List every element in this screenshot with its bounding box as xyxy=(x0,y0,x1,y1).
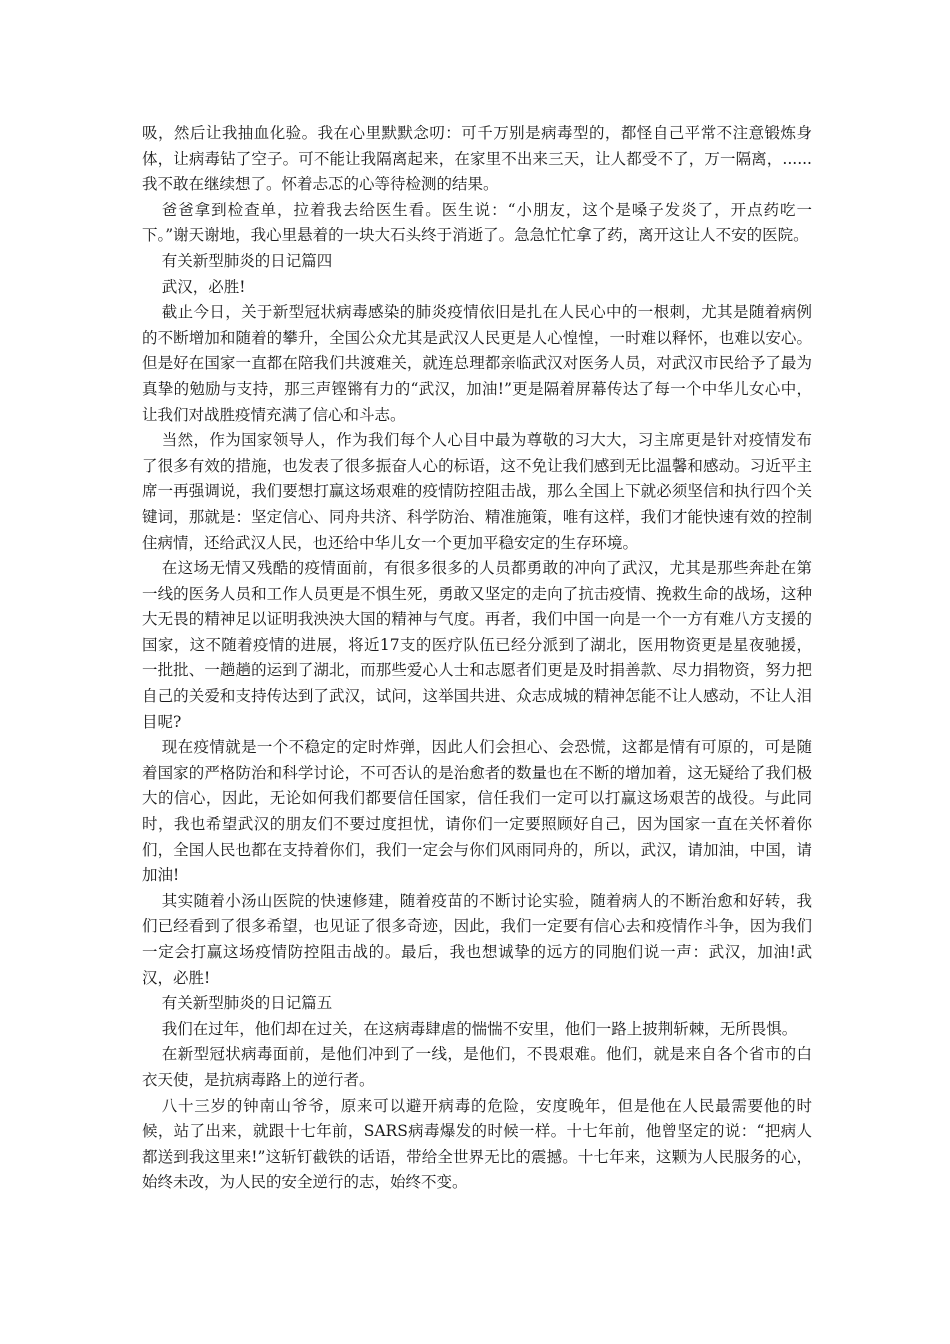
section-heading-diary-four: 有关新型肺炎的日记篇四 xyxy=(161,251,333,270)
section-heading-diary-five: 有关新型肺炎的日记篇五 xyxy=(161,994,333,1013)
paragraph-continuation: 吸，然后让我抽血化验。我在心里默默念叨：可千万别是病毒型的，都怪自己平常不注意锻炼身体，让病毒钻了空子。可不能让我隔离起来，在家里不出来三天，让人都受不了，万一隔离，......我不敢在继续想了。怀着忐忑的心等待检测的结果。 xyxy=(142,124,812,194)
paragraph-confidence: 现在疫情就是一个不稳定的定时炸弹，因此人们会担心、会恐慌，这都是情有可原的，可是随着国家的严格防治和科学讨论，不可否认的是治愈者的数量也在不断的增加着，这无疑给了我们极大的信心，因此，无论如何我们都要信任国家，信任我们一定可以打赢这场艰苦的战役。与此同时，我也希望武汉的朋友们不要过度担忧，请你们一定要照顾好自己，因为国家一直在关怀着你们，全国人民也都在支持着你们，我们一定会与你们风雨同舟的，所以，武汉，请加油，中国，请加油! xyxy=(142,738,812,885)
paragraph-frontline-workers: 在新型冠状病毒面前，是他们冲到了一线，是他们，不畏艰难。他们，就是来自各个省市的白衣天使，是抗病毒路上的逆行者。 xyxy=(142,1045,812,1089)
paragraph-new-year: 我们在过年，他们却在过关，在这病毒肆虐的惴惴不安里，他们一路上披荆斩棘，无所畏惧。 xyxy=(161,1019,798,1038)
paragraph-doctor-visit: 爸爸拿到检查单，拉着我去给医生看。医生说：“小朋友，这个是嗓子发炎了，开点药吃一下。”谢天谢地，我心里悬着的一块大石头终于消逝了。急急忙忙拿了药，离开这让人不安的医院。 xyxy=(142,200,812,245)
paragraph-wuhan-slogan: 武汉，必胜! xyxy=(161,277,246,296)
paragraph-zhong-nanshan: 八十三岁的钟南山爷爷，原来可以避开病毒的危险，安度晚年，但是他在人民最需要他的时候，站了出来，就跟十七年前，SARS病毒爆发的时候一样。十七年前，他曾坚定的说：“把病人都送到我这里来!”这斩钉截铁的话语，带给全世界无比的震撼。十七年来，这颗为人民服务的心，始终未改，为人民的安全逆行的志，始终不变。 xyxy=(142,1096,812,1192)
paragraph-medical-support: 在这场无情又残酷的疫情面前，有很多很多的人员都勇敢的冲向了武汉，尤其是那些奔赴在第一线的医务人员和工作人员更是不惧生死，勇敢又坚定的走向了抗击疫情、挽救生命的战场，这种大无畏的精神足以证明我泱泱大国的精神与气度。再者，我们中国一向是一个一方有难八方支援的国家，这不随着疫情的进展，将近17支的医疗队伍已经分派到了湖北，医用物资更是星夜驰援，一批批、一趟趟的运到了湖北，而那些爱心人士和志愿者们更是及时捐善款、尽力捐物资，努力把自己的关爱和支持传达到了武汉，试问，这举国共进、众志成城的精神怎能不让人感动，不让人泪目呢? xyxy=(142,559,812,731)
paragraph-leadership-measures: 当然，作为国家领导人，作为我们每个人心目中最为尊敬的习大大，习主席更是针对疫情发布了很多有效的措施，也发表了很多振奋人心的标语，这不免让我们感到无比温馨和感动。习近平主席一再强调说，我们要想打赢这场艰难的疫情防控阻击战，那么全国上下就必须坚信和执行四个关键词，那就是：坚定信心、同舟共济、科学防治、精准施策，唯有这样，我们才能快速有效的控制住病情，还给武汉人民，也还给中华儿女一个更加平稳安定的生存环境。 xyxy=(142,431,812,552)
document-page xyxy=(142,121,812,1196)
paragraph-epidemic-status: 截止今日，关于新型冠状病毒感染的肺炎疫情依旧是扎在人民心中的一根刺，尤其是随着病例的不断增加和随着的攀升，全国公众尤其是武汉人民更是人心惶惶，一时难以释怀，也难以安心。但是好在国家一直都在陪我们共渡难关，就连总理都亲临武汉对医务人员，对武汉市民给予了最为真挚的勉励与支持，那三声铿锵有力的“武汉，加油!”更是隔着屏幕传达了每一个中华儿女心中，让我们对战胜疫情充满了信心和斗志。 xyxy=(142,303,812,424)
paragraph-hope: 其实随着小汤山医院的快速修建，随着疫苗的不断讨论实验，随着病人的不断治愈和好转，我们已经看到了很多希望，也见证了很多奇迹，因此，我们一定要有信心去和疫情作斗争，因为我们一定会打赢这场疫情防控阻击战的。最后，我也想诚挚的远方的同胞们说一声：武汉，加油!武汉，必胜! xyxy=(142,891,812,987)
